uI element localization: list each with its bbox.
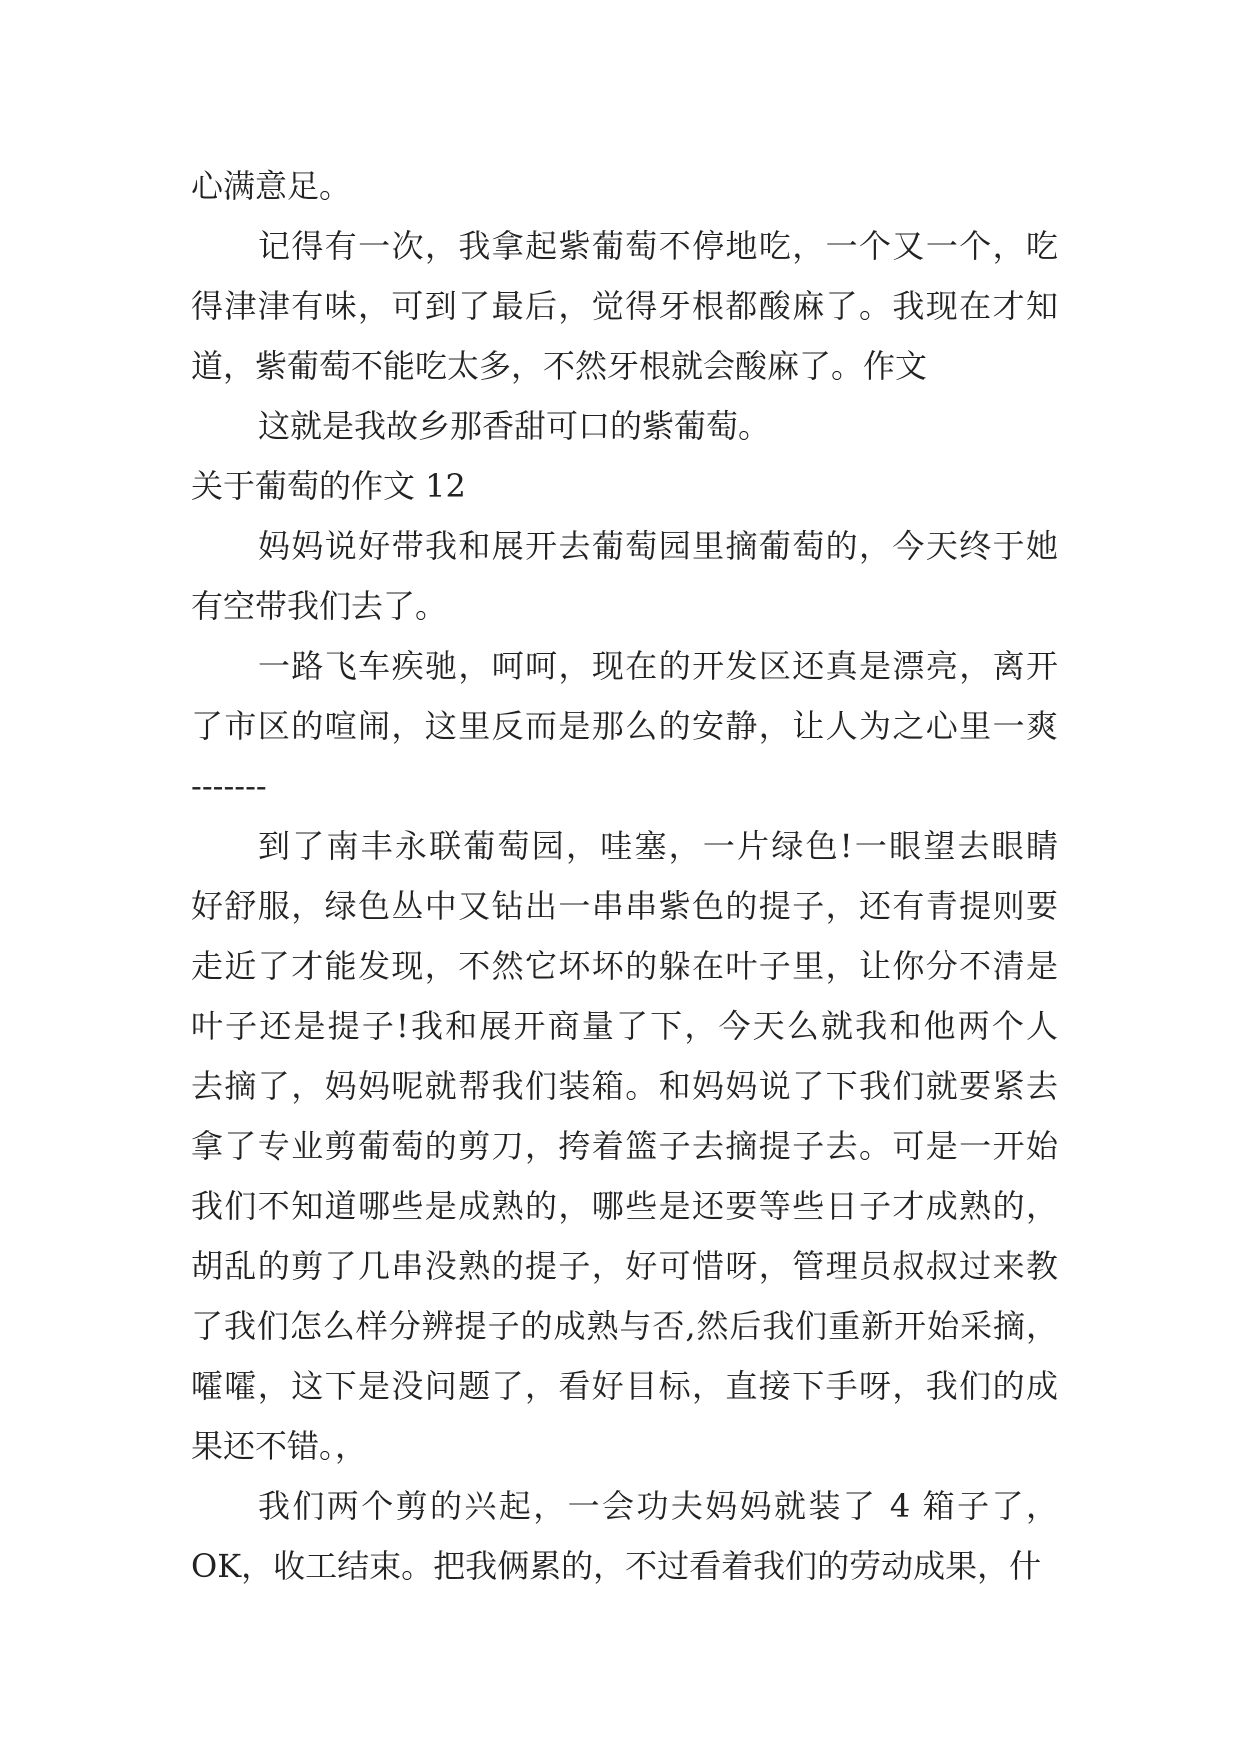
text-line: 拿了专业剪葡萄的剪刀，挎着篮子去摘提子去。可是一开始 <box>191 1127 1058 1165</box>
section-heading <box>191 456 1058 516</box>
text-line: 妈妈说好带我和展开去葡萄园里摘葡萄的，今天终于她 <box>258 527 1058 565</box>
paragraph <box>191 216 1058 396</box>
text-line: 有空带我们去了。 <box>191 587 448 625</box>
text-line: 了我们怎么样分辨提子的成熟与否,然后我们重新开始采摘， <box>191 1307 1058 1345</box>
paragraph <box>191 816 1058 1476</box>
text-line: 一路飞车疾驰，呵呵，现在的开发区还真是漂亮，离开 <box>258 647 1058 685</box>
text-line: 叶子还是提子!我和展开商量了下，今天么就我和他两个人 <box>191 1007 1058 1045</box>
text-line: 嚯嚯，这下是没问题了，看好目标，直接下手呀，我们的成 <box>191 1367 1058 1405</box>
text-line: OK，收工结束。把我俩累的，不过看着我们的劳动成果，什 <box>191 1547 1042 1585</box>
text-line: 了市区的喧闹，这里反而是那么的安静，让人为之心里一爽 <box>191 707 1058 745</box>
text-line: ------- <box>191 767 267 805</box>
heading-text: 关于葡萄的作文 12 <box>191 467 466 505</box>
document-body <box>191 156 1058 1596</box>
text-line: 去摘了，妈妈呢就帮我们装箱。和妈妈说了下我们就要紧去 <box>191 1067 1058 1105</box>
text-line: 好舒服，绿色丛中又钻出一串串紫色的提子，还有青提则要 <box>191 887 1058 925</box>
continued-paragraph <box>191 156 1058 216</box>
text-line: 我们不知道哪些是成熟的，哪些是还要等些日子才成熟的， <box>191 1187 1058 1225</box>
text-line: 走近了才能发现，不然它坏坏的躲在叶子里，让你分不清是 <box>191 947 1058 985</box>
text-line: 心满意足。 <box>191 167 352 205</box>
text-line: 到了南丰永联葡萄园，哇塞，一片绿色!一眼望去眼睛 <box>258 827 1058 865</box>
text-line: 道，紫葡萄不能吃太多，不然牙根就会酸麻了。作文 <box>191 347 928 385</box>
text-line: 得津津有味，可到了最后，觉得牙根都酸麻了。我现在才知 <box>191 287 1058 325</box>
text-line: 记得有一次，我拿起紫葡萄不停地吃，一个又一个，吃 <box>258 227 1058 265</box>
paragraph <box>191 396 1058 456</box>
paragraph <box>191 1476 1058 1596</box>
paragraph <box>191 516 1058 636</box>
text-line: 这就是我故乡那香甜可口的紫葡萄。 <box>258 407 771 445</box>
text-line: 我们两个剪的兴起，一会功夫妈妈就装了 4 箱子了， <box>258 1487 1058 1525</box>
text-line: 果还不错。， <box>191 1427 368 1465</box>
text-line: 胡乱的剪了几串没熟的提子，好可惜呀，管理员叔叔过来教 <box>191 1247 1058 1285</box>
paragraph <box>191 636 1058 816</box>
